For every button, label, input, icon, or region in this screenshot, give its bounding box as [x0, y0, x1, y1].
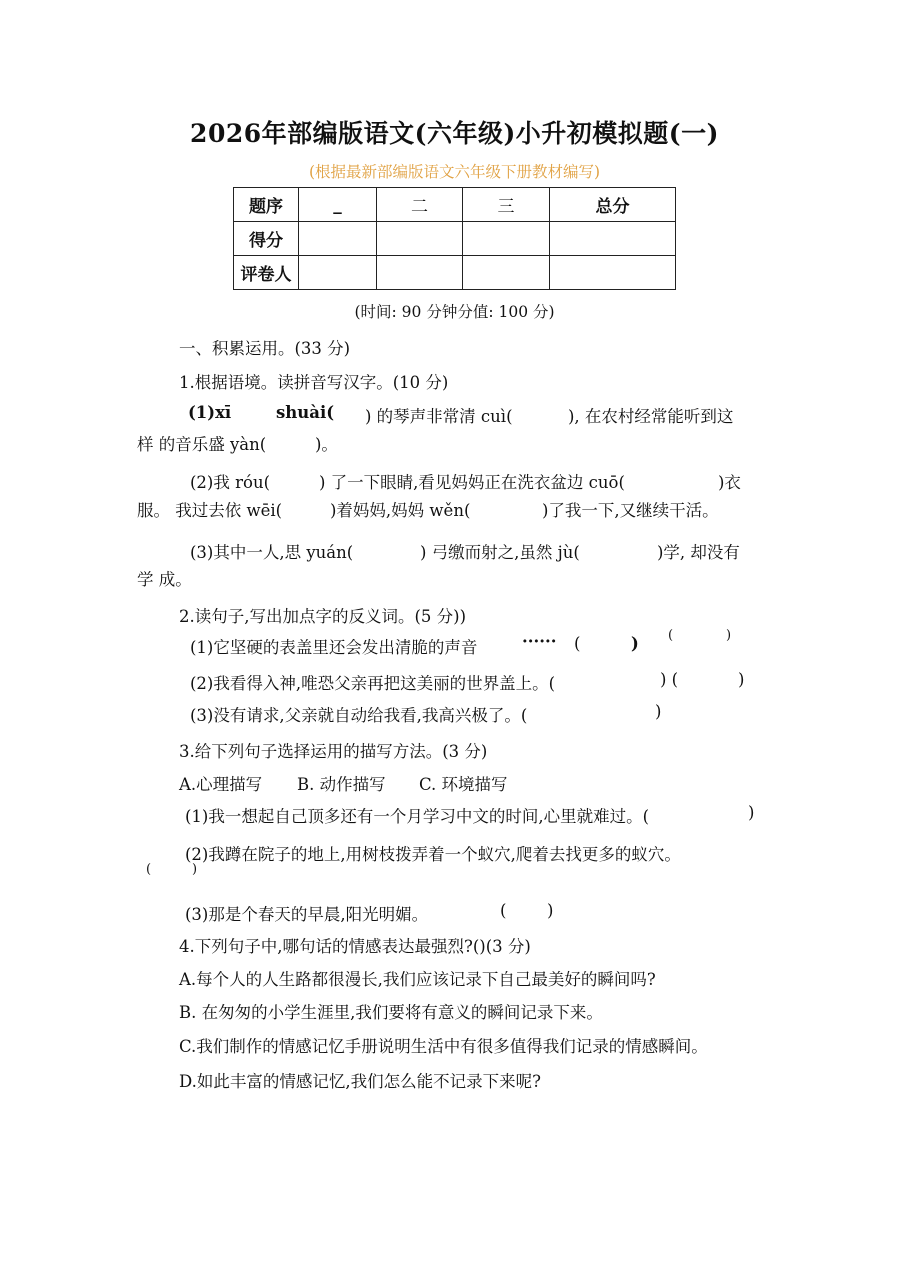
pinyin-text: (1)xī [188, 403, 232, 422]
sentence-text: ) 了一下眼睛,看见妈妈正在洗衣盆边 cuō( [319, 473, 625, 492]
option-b: B. 在匆匆的小学生涯里,我们要将有意义的瞬间记录下来。 [179, 1003, 603, 1022]
sentence-text: (3)其中一人,思 yuán( [190, 543, 354, 562]
option-c: C. 环境描写 [419, 775, 508, 794]
answer-paren: ( [500, 901, 507, 920]
option-a: A.每个人的人生路都很漫长,我们应该记录下自己最美好的瞬间吗? [179, 970, 656, 989]
row-label: 得分 [234, 222, 299, 256]
sentence-text: 服。 我过去依 wēi( [137, 501, 283, 520]
answer-paren: ) [748, 803, 755, 822]
page-subtitle: (根据最新部编版语文六年级下册教材编写) [308, 163, 601, 181]
option-c: C.我们制作的情感记忆手册说明生活中有很多值得我们记录的情感瞬间。 [179, 1037, 708, 1056]
answer-paren: ) [726, 628, 732, 643]
answer-paren: ( [146, 862, 152, 877]
answer-paren: ) [192, 862, 198, 877]
question-heading: 2.读句子,写出加点字的反义词。(5 分)) [179, 607, 467, 626]
option-d: D.如此丰富的情感记忆,我们怎么能不记录下来呢? [179, 1072, 541, 1091]
header-cell: 二 [377, 188, 463, 222]
score-cell[interactable] [550, 222, 676, 256]
answer-paren: ( [574, 634, 581, 653]
score-cell[interactable] [299, 222, 377, 256]
sentence-text: (3)那是个春天的早晨,阳光明媚。 [185, 905, 429, 924]
score-cell[interactable] [377, 222, 463, 256]
answer-paren: ) [547, 901, 554, 920]
sentence-text: )了我一下,又继续干活。 [542, 501, 719, 520]
grader-cell[interactable] [299, 256, 377, 290]
grader-cell[interactable] [550, 256, 676, 290]
sentence-text: )。 [315, 435, 338, 454]
time-note: (时间: 90 分钟分值: 100 分) [354, 303, 555, 321]
sentence-text: )衣 [718, 473, 741, 492]
sentence-text: 学 成。 [137, 570, 192, 589]
sentence-text: )着妈妈,妈妈 wěn( [330, 501, 471, 520]
header-cell: 总分 [550, 188, 676, 222]
table-row [234, 222, 676, 256]
pinyin-text: shuài( [276, 403, 335, 422]
answer-paren: ) ( [660, 670, 679, 689]
sentence-text: (2)我蹲在院子的地上,用树枝拨弄着一个蚁穴,爬着去找更多的蚁穴。 [185, 845, 681, 864]
answer-paren: ( [668, 628, 674, 643]
grader-cell[interactable] [463, 256, 550, 290]
sentence-text: ), 在农村经常能听到这 [568, 407, 734, 426]
answer-paren: ) [631, 634, 639, 653]
sentence-text: ) 的琴声非常清 cuì( [365, 407, 513, 426]
header-cell: 题序 [234, 188, 299, 222]
answer-paren: ) [655, 702, 662, 721]
option-b: B. 动作描写 [297, 775, 386, 794]
page-title: 2026年部编版语文(六年级)小升初模拟题(一) [190, 119, 719, 148]
answer-paren: ) [738, 670, 745, 689]
score-cell[interactable] [463, 222, 550, 256]
sentence-text: 样 的音乐盛 yàn( [137, 435, 267, 454]
question-heading: 4.下列句子中,哪句话的情感表达最强烈?()(3 分) [179, 937, 531, 956]
sentence-text: )学, 却没有 [657, 543, 740, 562]
question-heading: 3.给下列句子选择运用的描写方法。(3 分) [179, 742, 488, 761]
row-label: 评卷人 [234, 256, 299, 290]
section-heading: 一、积累运用。(33 分) [179, 339, 351, 358]
table-row [234, 256, 676, 290]
option-a: A.心理描写 [179, 775, 263, 794]
sentence-text: (2)我看得入神,唯恐父亲再把这美丽的世界盖上。( [190, 674, 556, 693]
sentence-text: (2)我 róu( [190, 473, 271, 492]
sentence-text: ) 弓缴而射之,虽然 jù( [420, 543, 580, 562]
grader-cell[interactable] [377, 256, 463, 290]
table-row [234, 188, 676, 222]
question-heading: 1.根据语境。读拼音写汉字。(10 分) [179, 373, 449, 392]
sentence-text: (1)它坚硬的表盖里还会发出清脆的声音 [190, 638, 478, 657]
ellipsis-text: ······ [522, 632, 557, 651]
sentence-text: (1)我一想起自己顶多还有一个月学习中文的时间,心里就难过。( [185, 807, 650, 826]
score-table [233, 187, 676, 290]
header-cell: 三 [463, 188, 550, 222]
header-cell: _ [299, 188, 377, 222]
sentence-text: (3)没有请求,父亲就自动给我看,我高兴极了。( [190, 706, 528, 725]
